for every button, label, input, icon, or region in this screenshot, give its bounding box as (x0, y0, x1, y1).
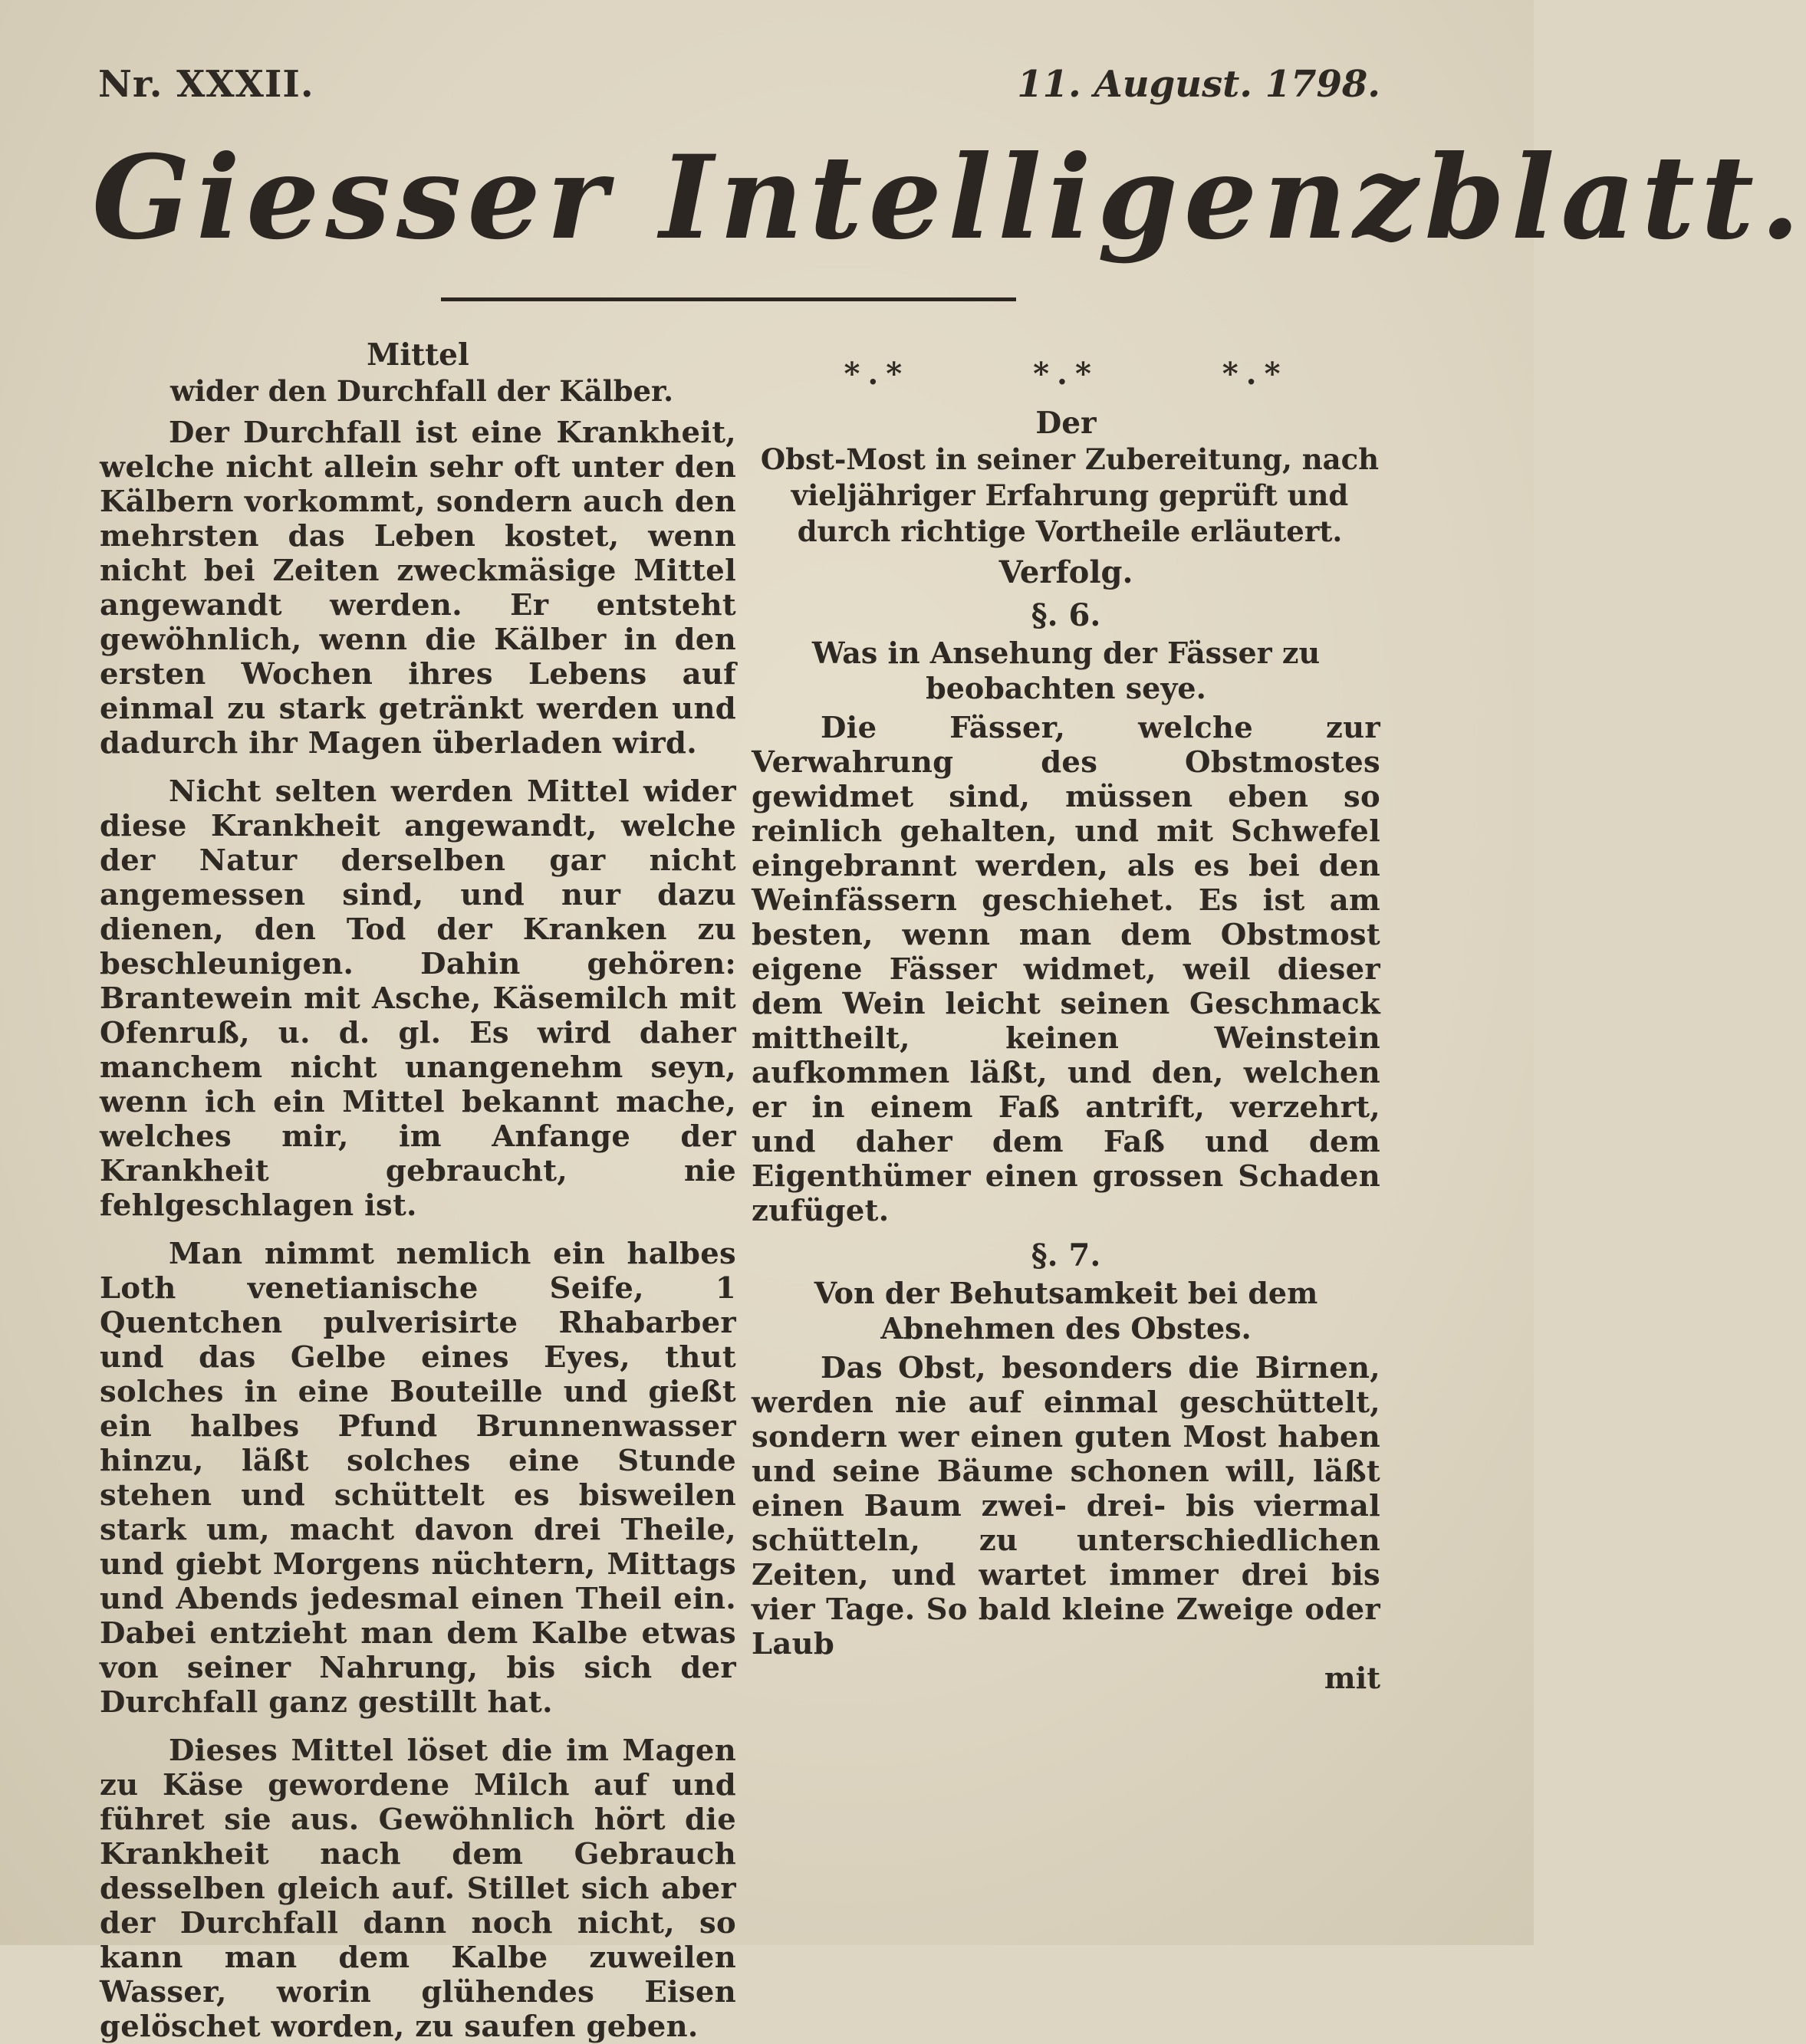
masthead-rule (441, 297, 1016, 301)
left-column (100, 337, 736, 2044)
article2-title: Der (1035, 406, 1097, 441)
article1-paragraph-2: Nicht selten werden Mittel wider diese Krankheit angewandt, welche der Natur derselben gar nicht angemessen sind, und nur dazu dienen, den Tod der Kranken zu beschleunigen. Dahin gehören: Brantewein mit Asche, Käsemilch mit Ofenruß, u. d. gl. Es wird daher manchem nicht unangenehm seyn, wenn ich ein Mittel bekannt mache, welches mir, im Anfange der Krankheit gebraucht, nie fehlgeschlagen ist. (100, 774, 736, 1223)
right-column (752, 337, 1380, 1696)
article1-paragraph-1: Der Durchfall ist eine Krankheit, welche nicht allein sehr oft unter den Kälbern vorkommt, sondern auch den mehrsten das Leben kostet, wenn nicht bei Zeiten zweckmäsige Mittel angewandt werden. Er entsteht gewöhnlich, wenn die Kälber in den ersten Wochen ihres Lebens auf einmal zu stark getränkt werden und dadurch ihr Magen überladen wird. (100, 416, 736, 761)
masthead-title: Giesser Intelligenzblatt. (92, 130, 1806, 265)
section-7-title: Von der Behutsamkeit bei dem Abnehmen des Obstes. (814, 1276, 1318, 1346)
catchword: mit (1324, 1661, 1380, 1696)
star-ornament-1: *.* (844, 356, 910, 392)
article1-title: Mittel (367, 337, 469, 373)
article1-paragraph-4: Dieses Mittel löset die im Magen zu Käse gewordene Milch auf und führet sie aus. Gewöhnlich hört die Krankheit nach dem Gebrauch desselben gleich auf. Stillet sich aber der Durchfall dann noch nicht, so kann man dem Kalbe zuweilen Wasser, worin glühendes Eisen gelöschet worden, zu saufen geben. (100, 1733, 736, 2044)
section-6-text: Die Fässer, welche zur Verwahrung des Obstmostes gewidmet sind, müssen eben so reinlich gehalten, und mit Schwefel eingebrannt werden, als es bei den Weinfässern geschiehet. Es ist am besten, wenn man dem Obstmost eigene Fässer widmet, weil dieser dem Wein leicht seinen Geschmack mittheilt, keinen Weinstein aufkommen läßt, und den, welchen er in einem Faß antrift, verzehrt, und daher dem Faß und dem Eigenthümer einen grossen Schaden zufüget. (752, 711, 1380, 1228)
article1-paragraph-3: Man nimmt nemlich ein halbes Loth venetianische Seife, 1 Quentchen pulverisirte Rhabarber und das Gelbe eines Eyes, thut solches in eine Bouteille und gießt ein halbes Pfund Brunnenwasser hinzu, läßt solches eine Stunde stehen und schüttelt es bisweilen stark um, macht davon drei Theile, und giebt Morgens nüchtern, Mittags und Abends jedesmal einen Theil ein. Dabei entzieht man dem Kalbe etwas von seiner Nahrung, bis sich der Durchfall ganz gestillt hat. (100, 1237, 736, 1720)
section-7-text: Das Obst, besonders die Birnen, werden nie auf einmal geschüttelt, sondern wer einen guten Most haben und seine Bäume schonen will, läßt einen Baum zwei- drei- bis viermal schütteln, zu unterschiedlichen Zeiten, und wartet immer drei bis vier Tage. So bald kleine Zweige oder Laub (752, 1351, 1380, 1661)
star-ornament-3: *.* (1222, 356, 1288, 392)
article2-subtitle: Obst-Most in seiner Zubereitung, nach vieljähriger Erfahrung geprüft und durch richtige Vortheile erläutert. (760, 442, 1380, 548)
section-7-number: §. 7. (1031, 1237, 1101, 1273)
issue-number: Nr. XXXII. (98, 63, 314, 106)
star-ornament-2: *.* (1033, 356, 1099, 392)
section-6-number: §. 6. (1031, 597, 1101, 633)
star-separator (752, 356, 1380, 392)
issue-date: 11. August. 1798. (1017, 63, 1380, 106)
article1-subtitle: wider den Durchfall der Kälber. (169, 374, 674, 408)
article2-continuation: Verfolg. (998, 554, 1133, 590)
section-6-title: Was in Ansehung der Fässer zu beobachten seye. (811, 636, 1321, 705)
